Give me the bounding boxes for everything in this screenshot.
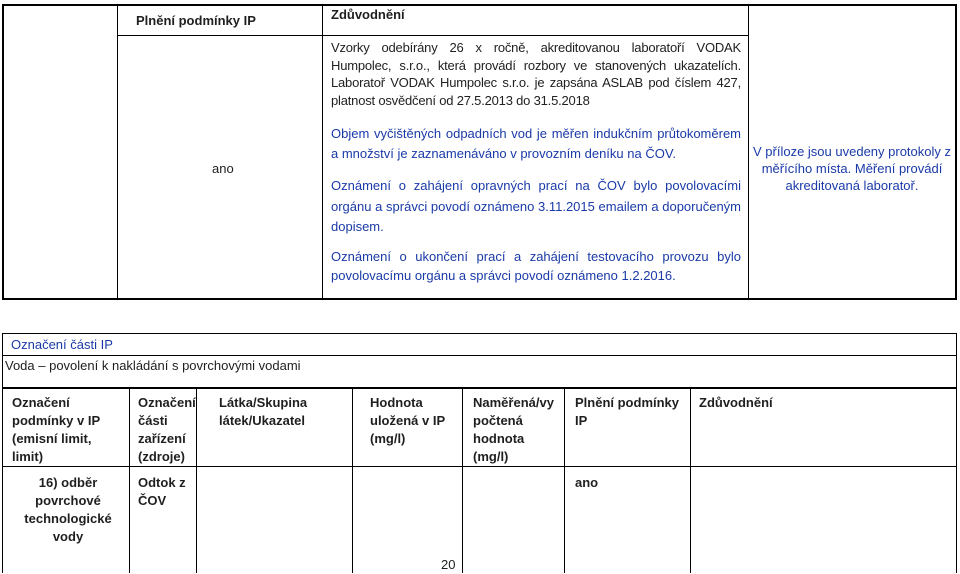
top-table-border-top (2, 4, 957, 6)
section-value: Voda – povolení k nakládání s povrchovými vodami (5, 358, 301, 373)
section-border-left (2, 333, 3, 388)
section-label: Označení části IP (11, 337, 113, 352)
page-number: 20 (441, 557, 456, 572)
bottom-table-divider-5 (564, 387, 565, 573)
bottom-header-part: Označení části zařízení (zdroje) (138, 395, 196, 464)
note-text: V příloze jsou uvedeny protokoly z měřícího místa. Měření provádí akreditovaná laboratoř. (753, 144, 951, 193)
section-divider (2, 355, 957, 356)
top-table-border-bottom (2, 298, 957, 300)
justification-paragraph-2: Objem vyčištěných odpadních vod je měřen indukčním průtokoměrem a množství je zaznamenáváno v provozním deníku na ČOV. (331, 126, 741, 161)
bottom-header-measured-value: Naměřená/vy počtená hodnota (mg/l) (473, 395, 554, 464)
top-table-border-right (955, 4, 957, 300)
top-table-divider-2 (322, 4, 323, 300)
bottom-table-divider-1 (129, 387, 130, 573)
bottom-table-divider-6 (690, 387, 691, 573)
section-border-top (2, 333, 957, 334)
bottom-header-fulfillment: Plnění podmínky IP (575, 395, 680, 428)
bottom-header-condition: Označení podmínky v IP (emisní limit, limit) (12, 395, 100, 464)
bottom-table-header-divider (2, 466, 957, 467)
section-border-right (956, 333, 957, 388)
bottom-header-justification: Zdůvodnění (699, 395, 773, 410)
bottom-header-substance: Látka/Skupina látek/Ukazatel (219, 395, 308, 428)
top-table-divider-3 (748, 4, 749, 300)
row-condition: 16) odběr povrchové technologické vody (24, 475, 112, 544)
bottom-table-border-right (956, 387, 957, 573)
bottom-table-divider-2 (196, 387, 197, 573)
row-part: Odtok z ČOV (138, 475, 186, 508)
header-justification: Zdůvodnění (331, 7, 405, 22)
bottom-table-border-left (2, 387, 3, 573)
justification-paragraph-1: Vzorky odebírány 26 x ročně, akreditovanou laboratoří VODAK Humpolec, s.r.o., která provádí rozbory ve stanovených ukazatelích. Laboratoř VODAK Humpolec s.r.o. je zapsána ASLAB pod číslem 427, platnost osvědčení od 27.5.2013 do 31.5.2018 (331, 40, 741, 108)
justification-paragraph-3: Oznámení o zahájení opravných prací na ČOV bylo povolovacími orgánu a správci povodí oznámeno 3.11.2015 emailem a doporučeným dopisem. (331, 178, 741, 234)
bottom-table-border-top (2, 387, 957, 389)
header-fulfillment: Plnění podmínky IP (136, 13, 256, 28)
bottom-table-divider-3 (352, 387, 353, 573)
bottom-header-limit-value: Hodnota uložená v IP (mg/l) (370, 395, 445, 446)
top-table-divider-1 (117, 4, 118, 300)
top-table-header-divider (117, 35, 749, 36)
bottom-table-divider-4 (462, 387, 463, 573)
justification-paragraph-4: Oznámení o ukončení prací a zahájení testovacího provozu bylo povolovacímu orgánu a správci povodí oznámeno 1.2.2016. (331, 249, 741, 283)
row-fulfillment: ano (575, 475, 599, 490)
fulfillment-value: ano (212, 161, 234, 176)
top-table-border-left (2, 4, 4, 300)
